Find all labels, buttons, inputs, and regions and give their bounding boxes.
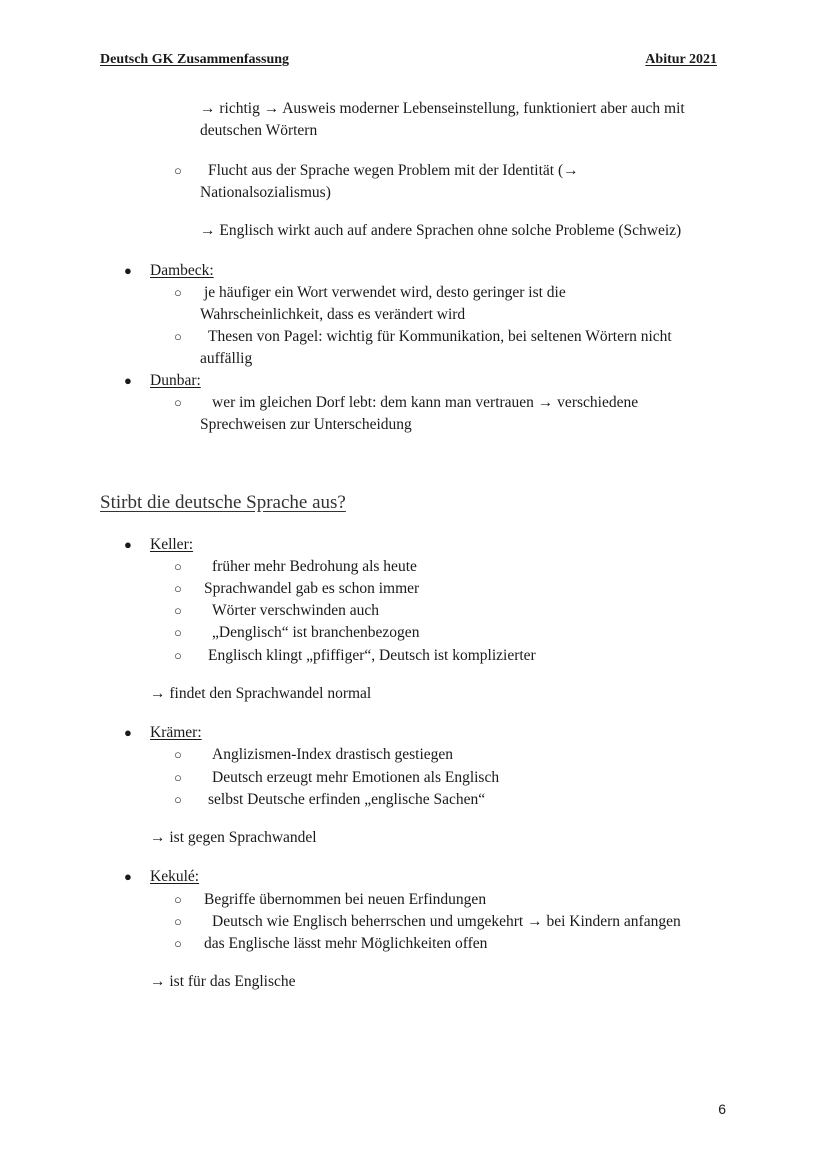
- keller-item-5: Englisch klingt „pfiffiger“, Deutsch ist komplizierter: [208, 647, 536, 664]
- circle-bullet-icon: ○: [174, 747, 182, 762]
- circle-bullet-icon: ○: [174, 892, 182, 907]
- dambeck-item-2-line1: Thesen von Pagel: wichtig für Kommunikation, bei seltenen Wörtern nicht: [208, 328, 672, 345]
- circle-bullet-icon: ○: [174, 936, 182, 951]
- bullet-icon: ●: [124, 373, 132, 388]
- kekule-item-2: Deutsch wie Englisch beherrschen und umgekehrt → bei Kindern anfangen: [212, 913, 681, 930]
- kraemer-item-3: selbst Deutsche erfinden „englische Sachen“: [208, 791, 486, 808]
- dambeck-item-2-line2: auffällig: [200, 350, 253, 367]
- author-kekule: Kekulé:: [150, 868, 200, 885]
- document-title: Deutsch GK Zusammenfassung: [100, 52, 290, 67]
- page-number: 6: [718, 1101, 726, 1117]
- bullet-icon: ●: [124, 869, 132, 884]
- kraemer-item-1: Anglizismen-Index drastisch gestiegen: [212, 746, 454, 763]
- dambeck-item-1-line1: je häufiger ein Wort verwendet wird, desto geringer ist die: [204, 284, 566, 301]
- dambeck-item-1-line2: Wahrscheinlichkeit, dass es verändert wird: [200, 306, 466, 323]
- circle-bullet-icon: ○: [174, 603, 182, 618]
- arrow-note-richtig-line2: deutschen Wörtern: [200, 122, 318, 139]
- circle-bullet-icon: ○: [174, 329, 182, 344]
- circle-bullet-icon: ○: [174, 559, 182, 574]
- kraemer-item-2: Deutsch erzeugt mehr Emotionen als Englisch: [212, 769, 500, 786]
- kekule-conclusion: → ist für das Englische: [150, 973, 296, 990]
- circle-bullet-icon: ○: [174, 648, 182, 663]
- bullet-icon: ●: [124, 537, 132, 552]
- kraemer-conclusion: → ist gegen Sprachwandel: [150, 829, 317, 846]
- kekule-item-1: Begriffe übernommen bei neuen Erfindungen: [204, 891, 487, 908]
- dunbar-item-1-line1: wer im gleichen Dorf lebt: dem kann man vertrauen → verschiedene: [212, 394, 639, 411]
- list-item-flucht-line1: Flucht aus der Sprache wegen Problem mit der Identität (→: [208, 162, 579, 179]
- keller-conclusion: → findet den Sprachwandel normal: [150, 685, 372, 702]
- keller-item-1: früher mehr Bedrohung als heute: [212, 558, 417, 575]
- circle-bullet-icon: ○: [174, 625, 182, 640]
- circle-bullet-icon: ○: [174, 395, 182, 410]
- bullet-icon: ●: [124, 725, 132, 740]
- circle-bullet-icon: ○: [174, 914, 182, 929]
- section-heading: Stirbt die deutsche Sprache aus?: [100, 492, 346, 513]
- dunbar-item-1-line2: Sprechweisen zur Unterscheidung: [200, 416, 412, 433]
- list-item-flucht-line2: Nationalsozialismus): [200, 184, 331, 201]
- kekule-item-3: das Englische lässt mehr Möglichkeiten offen: [204, 935, 488, 952]
- keller-item-2: Sprachwandel gab es schon immer: [204, 580, 420, 597]
- author-kraemer: Krämer:: [150, 724, 202, 741]
- keller-item-4: „Denglisch“ ist branchenbezogen: [212, 624, 420, 641]
- circle-bullet-icon: ○: [174, 770, 182, 785]
- arrow-note-schweiz: → Englisch wirkt auch auf andere Sprachen ohne solche Probleme (Schweiz): [200, 222, 682, 239]
- author-dambeck: Dambeck:: [150, 262, 214, 279]
- author-keller: Keller:: [150, 536, 194, 553]
- circle-bullet-icon: ○: [174, 285, 182, 300]
- circle-bullet-icon: ○: [174, 792, 182, 807]
- circle-bullet-icon: ○: [174, 163, 182, 178]
- circle-bullet-icon: ○: [174, 581, 182, 596]
- bullet-icon: ●: [124, 263, 132, 278]
- author-dunbar: Dunbar:: [150, 372, 201, 389]
- arrow-note-richtig-line1: → richtig → Ausweis moderner Lebenseinstellung, funktioniert aber auch mit: [200, 100, 685, 117]
- document-exam-label: Abitur 2021: [645, 52, 717, 67]
- keller-item-3: Wörter verschwinden auch: [212, 602, 379, 619]
